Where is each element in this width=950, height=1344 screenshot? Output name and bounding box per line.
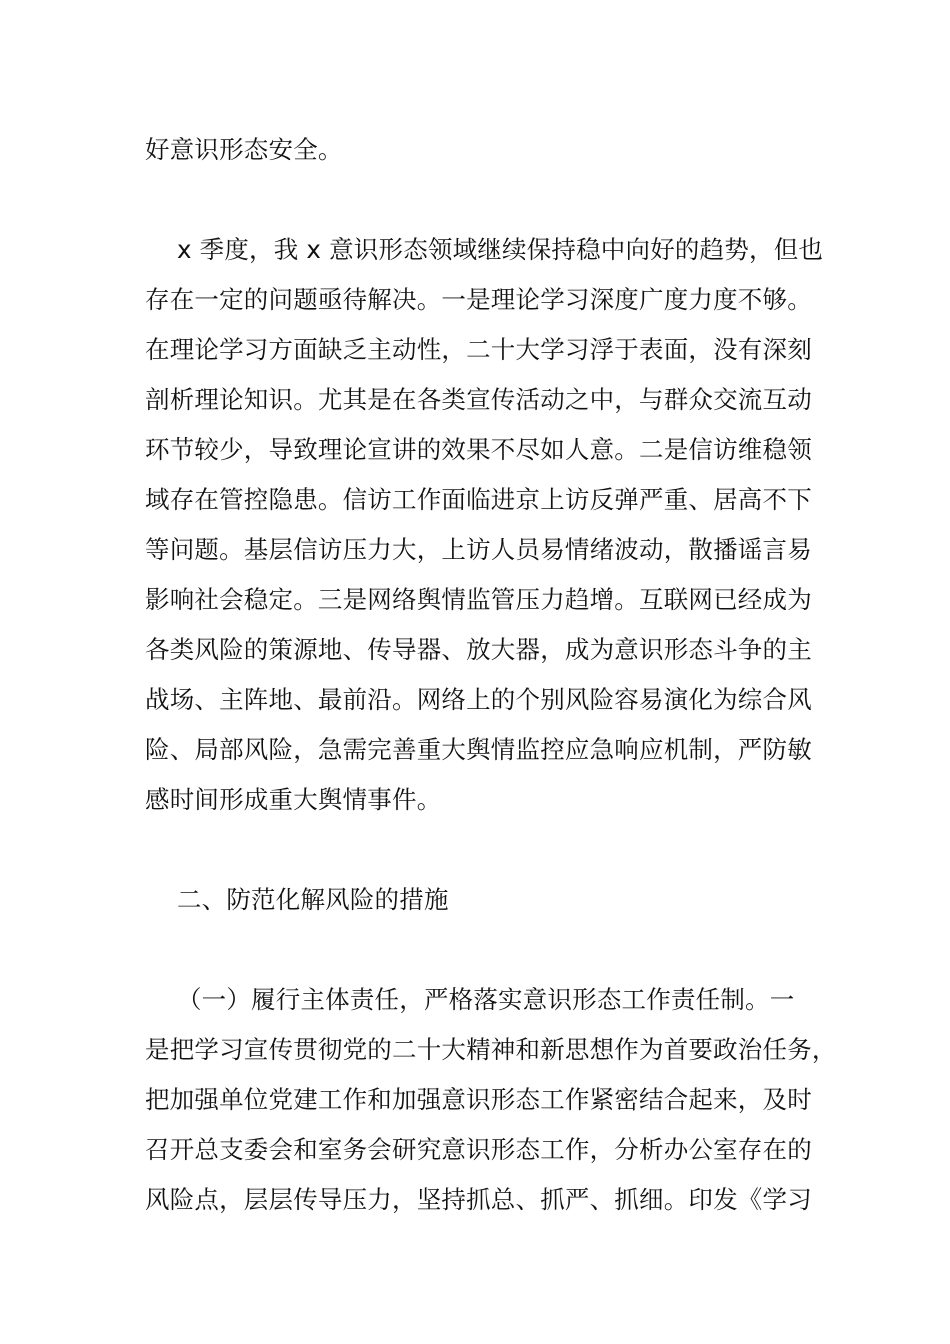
text-line: 感时间形成重大舆情事件。 (145, 785, 442, 814)
text-line: 各类风险的策源地、传导器、放大器，成为意识形态斗争的主 (145, 635, 812, 664)
text-line: 战场、主阵地、最前沿。网络上的个别风险容易演化为综合风 (145, 685, 812, 714)
text-line: 影响社会稳定。三是网络舆情监管压力趋增。互联网已经成为 (145, 585, 812, 614)
text-line: 在理论学习方面缺乏主动性，二十大学习浮于表面，没有深刻 (145, 335, 812, 364)
text-line: 风险点，层层传导压力，坚持抓总、抓严、抓细。印发《学习 (145, 1185, 812, 1214)
text-line: 召开总支委会和室务会研究意识形态工作，分析办公室存在的 (145, 1135, 812, 1164)
text-line: 等问题。基层信访压力大，上访人员易情绪波动，散播谣言易 (145, 535, 812, 564)
text-line: 是把学习宣传贯彻党的二十大精神和新思想作为首要政治任务， (145, 1035, 837, 1064)
text-line: 险、局部风险，急需完善重大舆情监控应急响应机制，严防敏 (145, 735, 812, 764)
text-line: 存在一定的问题亟待解决。一是理论学习深度广度力度不够。 (145, 285, 812, 314)
text-line: 好意识形态安全。 (145, 135, 343, 164)
section-heading: 二、防范化解风险的措施 (145, 885, 449, 914)
text-line: 剖析理论知识。尤其是在各类宣传活动之中，与群众交流互动 (145, 385, 812, 414)
text-line: （一）履行主体责任，严格落实意识形态工作责任制。一 (145, 985, 795, 1014)
text-line: 环节较少，导致理论宣讲的效果不尽如人意。二是信访维稳领 (145, 435, 812, 464)
text-line: x 季度，我 x 意识形态领域继续保持稳中向好的趋势，但也 (145, 235, 824, 264)
text-line: 把加强单位党建工作和加强意识形态工作紧密结合起来，及时 (145, 1085, 812, 1114)
text-line: 域存在管控隐患。信访工作面临进京上访反弹严重、居高不下 (145, 485, 812, 514)
